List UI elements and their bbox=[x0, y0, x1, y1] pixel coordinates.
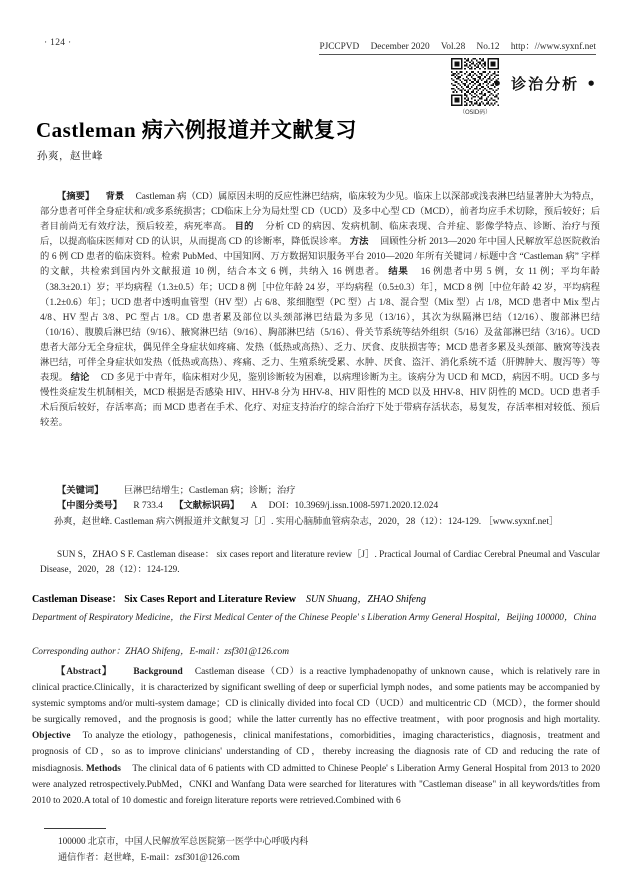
citation-english: SUN S，ZHAO S F. Castleman disease： six cases report and literature review［J］. Practical Journal of Cardiac Cerebral Pneumal and Vascular Disease，2020，28（12）：124-129. bbox=[40, 549, 600, 574]
page-folio: · 124 · bbox=[44, 38, 72, 48]
background-text-cn: Castleman 病（CD）属原因未明的反应性淋巴结病，临床较为少见。临床上以深部或浅表淋巴结显著肿大为特点，部分患者可伴全身症状和/或多系统损害；CD临床上分为局灶型 CD（UCD）及多中心型 CD（MCD），前者均应手术切除，预后较好；后者目前尚无有效疗法，预后较差，病死率高。 bbox=[40, 192, 600, 233]
objective-text-cn: 分析 CD 的病因、发病机制、临床表现、合并症、影像学特点、诊断、治疗与预后，以提高临床医师对 CD 的认识，从而提高 CD 的诊断率，降低误诊率。 bbox=[40, 222, 600, 248]
keywords-label-cn: 【关键词】 bbox=[57, 486, 104, 496]
background-label-en: Background bbox=[133, 667, 183, 677]
page-title: Castleman 病六例报道并文献复习 bbox=[36, 118, 357, 143]
volume: Vol.28 bbox=[440, 42, 466, 52]
authors-chinese: 孙爽，赵世峰 bbox=[37, 151, 103, 162]
footnote-block bbox=[44, 834, 544, 865]
english-title-line bbox=[32, 592, 602, 607]
english-title: Castleman Disease： Six Cases Report and Literature Review bbox=[32, 594, 296, 605]
methods-label-cn: 方法 bbox=[349, 237, 369, 248]
journal-website: http：//www.syxnf.net bbox=[510, 42, 596, 52]
methods-text-cn: 回顾性分析 2013—2020 年中国人民解放军总医院救治的 6 例 CD 患者的临床资料。检索 PubMed、中国知网、万方数据知识服务平台 2010—2020 年所有关键词 / 标题中含 “Castleman 病” 字样的文献，共检索到国内外文献报道 10 例，结合本文 6 例，共纳入 16 例患者。 bbox=[40, 237, 600, 278]
running-head bbox=[0, 38, 640, 58]
objective-label-cn: 目的 bbox=[234, 222, 254, 233]
footnote-rule bbox=[44, 828, 106, 829]
classification-chinese bbox=[40, 499, 600, 514]
background-label-cn: 背景 bbox=[105, 192, 125, 202]
results-text-cn: 16 例患者中男 5 例，女 11 例；平均年龄（38.3±20.1）岁；平均病程（1.3±0.5）年；UCD 8 例［中位年龄 24 岁，平均病程（0.5±0.3）年］，MCD 8 例［中位年龄 42 岁，平均病程（1.2±0.6）年］；UCD 患者中透明血管型（HV 型）占 6/8、浆细胞型（PC 型）占 1/8、混合型（Mix 型）占 1/8，MCD 患者中 Mix 型占 4/8、HV 型占 3/8、PC 型占 1/8。CD 患者累及部位以头颈部淋巴结最为多见（13/16），其次为纵隔淋巴结（12/16）、腹部淋巴结（10/16）、腹膜后淋巴结（9/16）、腋窝淋巴结（9/16）、胸部淋巴结（5/16）、骨关节系统等结外组织（5/16）及盆部淋巴结（3/16）。UCD 患者大部分无全身症状，偶见伴全身症状如疼痛、发热（低热或高热）、乏力、厌食、皮肤损害等；MCD 患者多累及头颈部、腋窝等浅表淋巴结，可伴全身症状如发热（低热或高热）、疼痛、乏力、生殖系统受累、水肿、厌食、盗汗、消化系统不适（肝脾肿大、腹泻等）等表现。 bbox=[40, 267, 600, 384]
keywords-value-cn: 巨淋巴结增生；Castleman 病；诊断；治疗 bbox=[123, 486, 296, 496]
issue-number: No.12 bbox=[476, 42, 500, 52]
journal-runhead bbox=[319, 38, 596, 55]
conclusion-text-cn: CD 多见于中青年，临床相对少见，鉴别诊断较为困难，以病理诊断为主。该病分为 UCD 和 MCD，病因不明。UCD 多与慢性炎症发生机制相关，MCD 根据是否感染 HIV、HHV-8 分为 HHV-8、HIV 阳性的 MCD 以及 HHV-8、HIV 阴性的 MCD。UCD 患者手术后预后较好，存活率高；而 MCD 患者在手术、化疗、对症支持治疗的综合治疗下处于带病存活状态，易复发，存活率相对较低、预后较差。 bbox=[40, 373, 600, 429]
background-text-en: Castleman disease（CD）is a reactive lymphadenopathy of unknown cause，which is relatively rare in clinical practice.Clinically，it is characterized by significant swelling of deep or superficial lymph nodes，and some patients may be accompanied by systemic symptoms and/or multi-system damage；CD is clinically divided into focal CD（UCD）and multicentric CD（MCD），the former should be surgically removed，and the prognosis is good；while the latter currently has no effective treatment，with poor prognosis and high mortality. bbox=[32, 667, 600, 726]
english-authors: SUN Shuang，ZHAO Shifeng bbox=[305, 594, 426, 605]
english-affiliation: Department of Respiratory Medicine，the First Medical Center of the Chinese People' s Liberation Army General Hospital，Beijing 100000，China bbox=[32, 613, 597, 623]
abstract-english bbox=[32, 664, 600, 809]
citation-chinese: 孙爽，赵世峰. Castleman 病六例报道并文献复习［J］. 实用心脑肺血管病杂志，2020，28（12）：124-129. ［www.syxnf.net］ bbox=[54, 517, 559, 527]
document-code-value: A bbox=[250, 501, 258, 511]
abstract-label-cn: 【摘要】 bbox=[57, 192, 95, 202]
column-category-label: • 诊治分析 • bbox=[492, 75, 598, 93]
document-code-label: 【文献标识码】 bbox=[174, 501, 240, 511]
objective-label-en: Objective bbox=[32, 731, 71, 742]
keywords-chinese bbox=[40, 484, 600, 499]
doi-label: DOI： bbox=[268, 501, 295, 511]
methods-label-en: Methods bbox=[85, 763, 121, 774]
objective-text-en: To analyze the etiology，pathogenesis，clinical manifestations，comorbidities，imaging characteristics，diagnosis，treatment and prognosis of CD，so as to improve clinicians' understanding of CD，thereby increasing the diagnosis rate of CD and reducing the rate of misdiagnosis. bbox=[32, 731, 600, 774]
doi-value: 10.3969/j.issn.1008-5971.2020.12.024 bbox=[294, 501, 439, 511]
abstract-chinese bbox=[40, 190, 600, 432]
clc-label: 【中图分类号】 bbox=[57, 501, 123, 511]
footnote-address: 100000 北京市，中国人民解放军总医院第一医学中心呼吸内科 bbox=[58, 836, 309, 846]
footnote-corresponding: 通信作者：赵世峰，E-mail：zsf301@126.com bbox=[58, 851, 240, 862]
issue-date: December 2020 bbox=[370, 42, 430, 52]
conclusion-label-cn: 结论 bbox=[70, 373, 90, 384]
clc-value: R 733.4 bbox=[133, 501, 163, 511]
english-corresponding-author: Corresponding author：ZHAO Shifeng，E-mail：zsf301@126.com bbox=[32, 647, 289, 657]
abstract-label-en: 【Abstract】 bbox=[56, 667, 113, 677]
methods-text-en: The clinical data of 6 patients with CD admitted to Chinese People' s Liberation Army General Hospital from 2013 to 2020 were analyzed retrospectively.PubMed，CNKI and Wanfang Data were searched for literatures with "Castleman disease" in all keywords/titles from 2010 to 2020.A total of 10 domestic and foreign literature reports were retrieved.Combined with 6 bbox=[32, 763, 601, 806]
results-label-cn: 结果 bbox=[388, 267, 409, 278]
osid-caption: （OSID码） bbox=[459, 109, 491, 116]
journal-abbrev: PJCCPVD bbox=[319, 42, 360, 52]
